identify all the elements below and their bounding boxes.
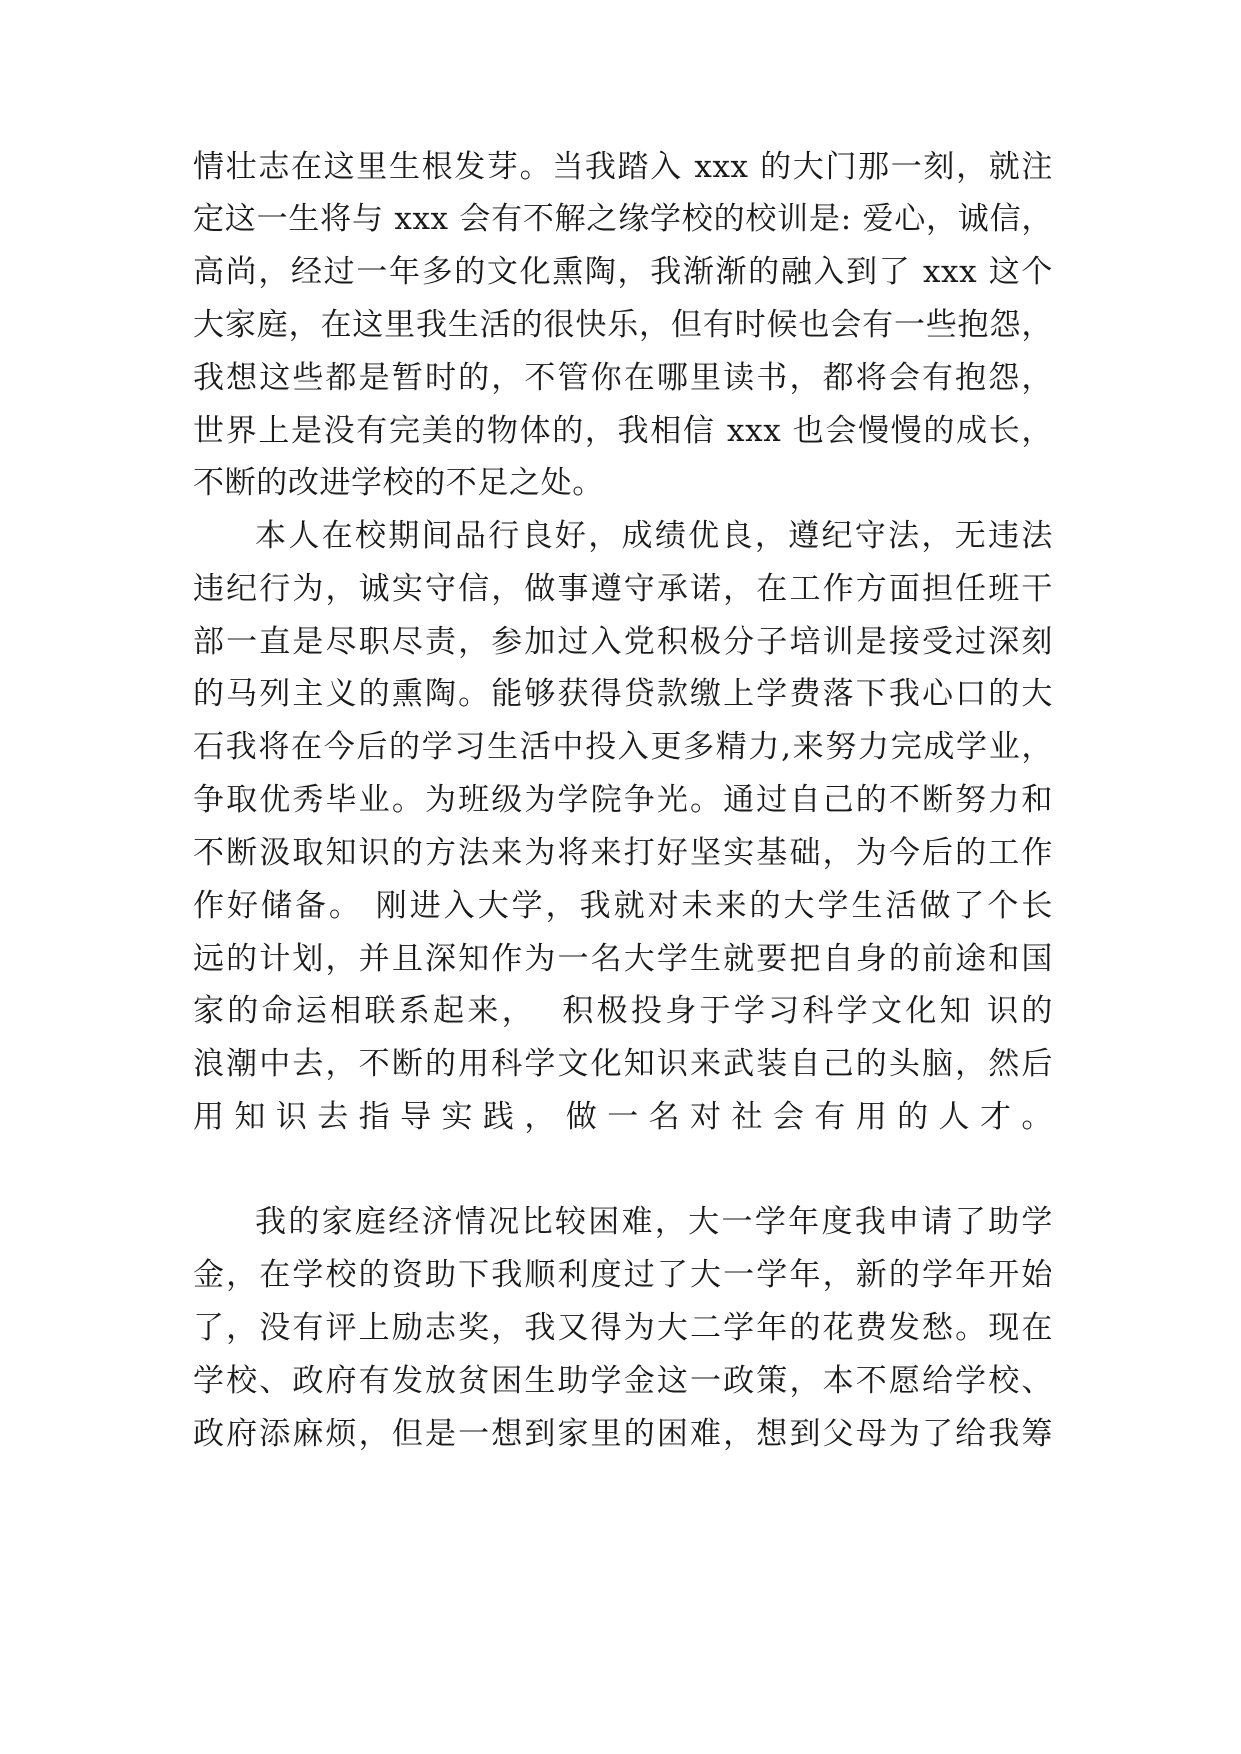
text-line: 部一直是尽职尽责，参加过入党积极分子培训是接受过深刻 [193, 624, 1053, 660]
text-line: 用知识去指导实践，做一名对社会有用的人才。 [193, 1099, 1053, 1135]
text-line: 世界上是没有完美的物体的，我相信 xxx 也会慢慢的成长， [193, 413, 1053, 449]
text-line: 情壮志在这里生根发芽。当我踏入 xxx 的大门那一刻，就注 [193, 149, 1053, 185]
text-line: 定这一生将与 xxx 会有不解之缘学校的校训是: 爱心，诚信， [193, 201, 1053, 237]
text-line: 了，没有评上励志奖，我又得为大二学年的花费发愁。现在 [193, 1310, 1053, 1346]
text-line: 的马列主义的熏陶。能够获得贷款缴上学费落下我心口的大 [193, 676, 1053, 712]
text-line: 违纪行为，诚实守信，做事遵守承诺，在工作方面担任班干 [193, 571, 1053, 607]
text-line: 浪潮中去，不断的用科学文化知识来武装自己的头脑，然后 [193, 1046, 1053, 1082]
text-line: 不断的改进学校的不足之处。 [193, 465, 604, 501]
text-line: 争取优秀毕业。为班级为学院争光。通过自己的不断努力和 [193, 782, 1053, 818]
text-line: 高尚，经过一年多的文化熏陶，我渐渐的融入到了 xxx 这个 [193, 254, 1053, 290]
text-line: 作好储备。 刚进入大学，我就对未来的大学生活做了个长 [193, 888, 1053, 924]
text-line: 我想这些都是暂时的，不管你在哪里读书，都将会有抱怨， [193, 360, 1053, 396]
text-line: 政府添麻烦，但是一想到家里的困难，想到父母为了给我筹 [193, 1416, 1053, 1452]
text-line: 石我将在今后的学习生活中投入更多精力,来努力完成学业， [193, 729, 1053, 765]
text-line: 不断汲取知识的方法来为将来打好坚实基础，为今后的工作 [193, 835, 1053, 871]
text-line: 我的家庭经济情况比较困难，大一学年度我申请了助学 [255, 1204, 1053, 1240]
text-line: 家的命运相联系起来， 积极投身于学习科学文化知 识的 [193, 993, 1053, 1029]
text-line: 大家庭，在这里我生活的很快乐，但有时候也会有一些抱怨， [193, 307, 1053, 343]
text-line [193, 1140, 1053, 1200]
text-line: 学校、政府有发放贫困生助学金这一政策，本不愿给学校、 [193, 1363, 1053, 1399]
text-line: 金，在学校的资助下我顺利度过了大一学年，新的学年开始 [193, 1257, 1053, 1293]
text-line: 远的计划，并且深知作为一名大学生就要把自身的前途和国 [193, 941, 1053, 977]
text-line: 本人在校期间品行良好，成绩优良，遵纪守法，无违法 [255, 518, 1053, 554]
